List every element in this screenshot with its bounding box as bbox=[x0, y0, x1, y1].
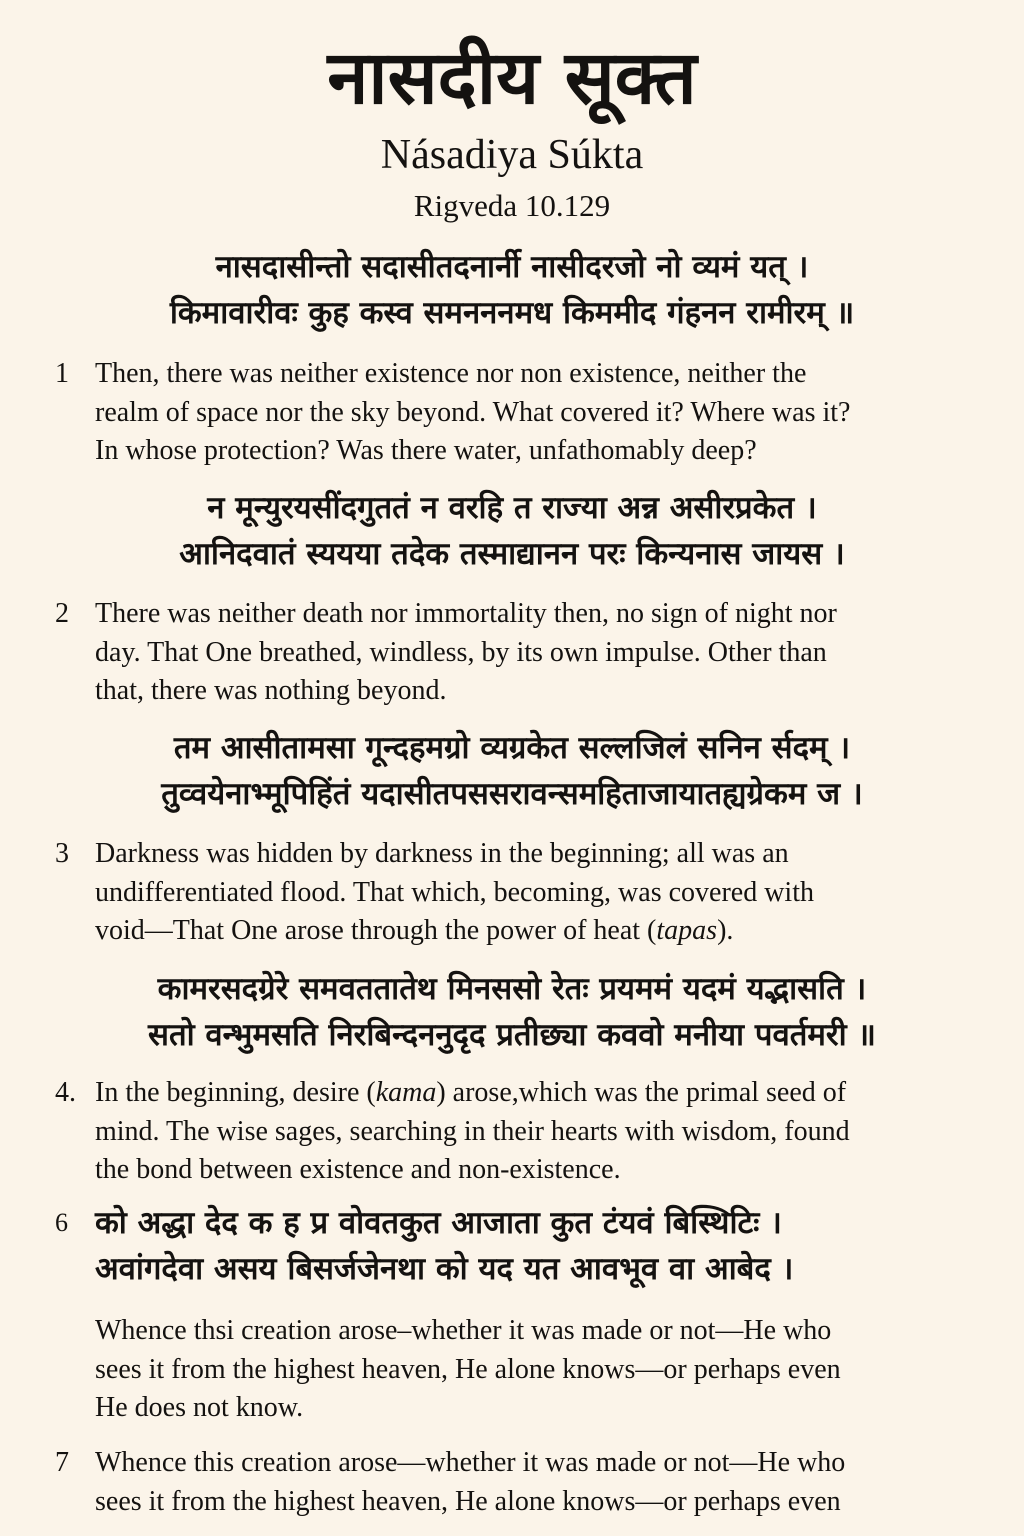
italic-term: kama bbox=[375, 1077, 437, 1108]
translation-line: sees it from the highest heaven, He alone knows—or perhaps even bbox=[95, 1353, 841, 1385]
sanskrit-line: अवांगदेवा असय बिसर्जजेनथा को यद यत आवभूव वा आबेद । bbox=[95, 1251, 794, 1287]
verse-number: 2 bbox=[55, 598, 69, 629]
text-segment: In the beginning, desire ( bbox=[95, 1077, 376, 1108]
verse-2-sanskrit bbox=[0, 485, 1024, 577]
sanskrit-line: सतो वन्भुमसति निरबिन्दननुदृद प्रतीछ्या कववो मनीया पवर्तमरी ॥ bbox=[147, 1017, 876, 1053]
verse-number: 6 bbox=[55, 1208, 68, 1237]
sanskrit-line: तम आसीतामसा गून्दहमग्रो व्यग्रकेत सल्लजिलं सनिन र्सदम् । bbox=[173, 730, 851, 766]
text-segment: ). bbox=[717, 915, 734, 946]
sanskrit-line: कामरसदग्रेरे समवततातेथ मिनससो रेतः प्रयममं यदमं यद्भासति । bbox=[157, 971, 867, 1007]
verse-number: 3 bbox=[55, 838, 69, 869]
verse-3-translation bbox=[55, 835, 985, 951]
title-devanagari: नासदीय सूक्त bbox=[327, 35, 697, 121]
sanskrit-line: तुव्वयेनाभ्मूपिहिंतं यदासीतपससरावन्समहिताजायातह्यग्रेकम ज । bbox=[161, 776, 863, 812]
translation-line: Darkness was hidden by darkness in the beginning; all was an bbox=[95, 838, 789, 869]
verse-6-sanskrit bbox=[95, 1200, 995, 1292]
verse-1-sanskrit bbox=[0, 244, 1024, 336]
title-transliterated: Násadiya Súkta bbox=[380, 132, 644, 178]
translation-line: undifferentiated flood. That which, becoming, was covered with bbox=[95, 876, 814, 908]
verse-7-translation bbox=[55, 1444, 985, 1521]
translation-line: sees it from the highest heaven, He alone knows—or perhaps even bbox=[95, 1485, 841, 1517]
translation-line: mind. The wise sages, searching in their hearts with wisdom, found bbox=[95, 1115, 850, 1147]
translation-line bbox=[95, 1074, 985, 1113]
verse-6-translation bbox=[55, 1312, 985, 1428]
sanskrit-line: नासदासीन्तो सदासीतदनार्नी नासीदरजो नो व्यमं यत् । bbox=[215, 249, 809, 285]
verse-number: 1 bbox=[55, 358, 69, 389]
translation-line: day. That One breathed, windless, by its own impulse. Other than bbox=[95, 636, 827, 668]
translation-line: realm of space nor the sky beyond. What covered it? Where was it? bbox=[95, 396, 851, 428]
sanskrit-line: को अद्धा देद क ह प्र वोवतकुत आजाता कुत टंयवं बिस्थिटिः । bbox=[95, 1205, 782, 1241]
italic-term: tapas bbox=[656, 915, 718, 946]
verse-4-translation bbox=[55, 1074, 985, 1190]
translation-line: Whence thsi creation arose–whether it was made or not—He who bbox=[95, 1315, 832, 1346]
translation-line: Whence this creation arose—whether it was made or not—He who bbox=[95, 1447, 846, 1478]
verse-4-sanskrit bbox=[0, 966, 1024, 1058]
translation-line: He does not know. bbox=[95, 1392, 304, 1423]
sanskrit-line: आनिदवातं स्ययया तदेक तस्माद्यानन परः किन्यनास जायस । bbox=[179, 536, 845, 572]
source-reference: Rigveda 10.129 bbox=[413, 188, 611, 223]
translation-line: There was neither death nor immortality then, no sign of night nor bbox=[95, 598, 837, 629]
translation-line: In whose protection? Was there water, unfathomably deep? bbox=[95, 435, 757, 466]
verse-2-translation bbox=[55, 595, 985, 711]
translation-line: that, there was nothing beyond. bbox=[95, 675, 447, 706]
translation-line: Then, there was neither existence nor non existence, neither the bbox=[95, 358, 807, 389]
verse-1-translation bbox=[55, 355, 985, 471]
verse-number: 7 bbox=[55, 1447, 69, 1478]
sanskrit-line: किमावारीवः कुह कस्व समनननमध किममीद गंहनन रामीरम् ॥ bbox=[169, 295, 855, 331]
verse-number: 4. bbox=[55, 1077, 76, 1108]
text-segment: ) arose,which was the primal seed of bbox=[436, 1077, 847, 1108]
verse-3-sanskrit bbox=[0, 725, 1024, 817]
text-segment: void—That One arose through the power of heat ( bbox=[95, 915, 657, 946]
translation-line bbox=[95, 912, 985, 951]
sanskrit-line: न मून्युरयसींदगुततं न वरहि त राज्या अन्न असीरप्रकेत । bbox=[207, 490, 817, 526]
translation-line: the bond between existence and non-existence. bbox=[95, 1154, 621, 1185]
